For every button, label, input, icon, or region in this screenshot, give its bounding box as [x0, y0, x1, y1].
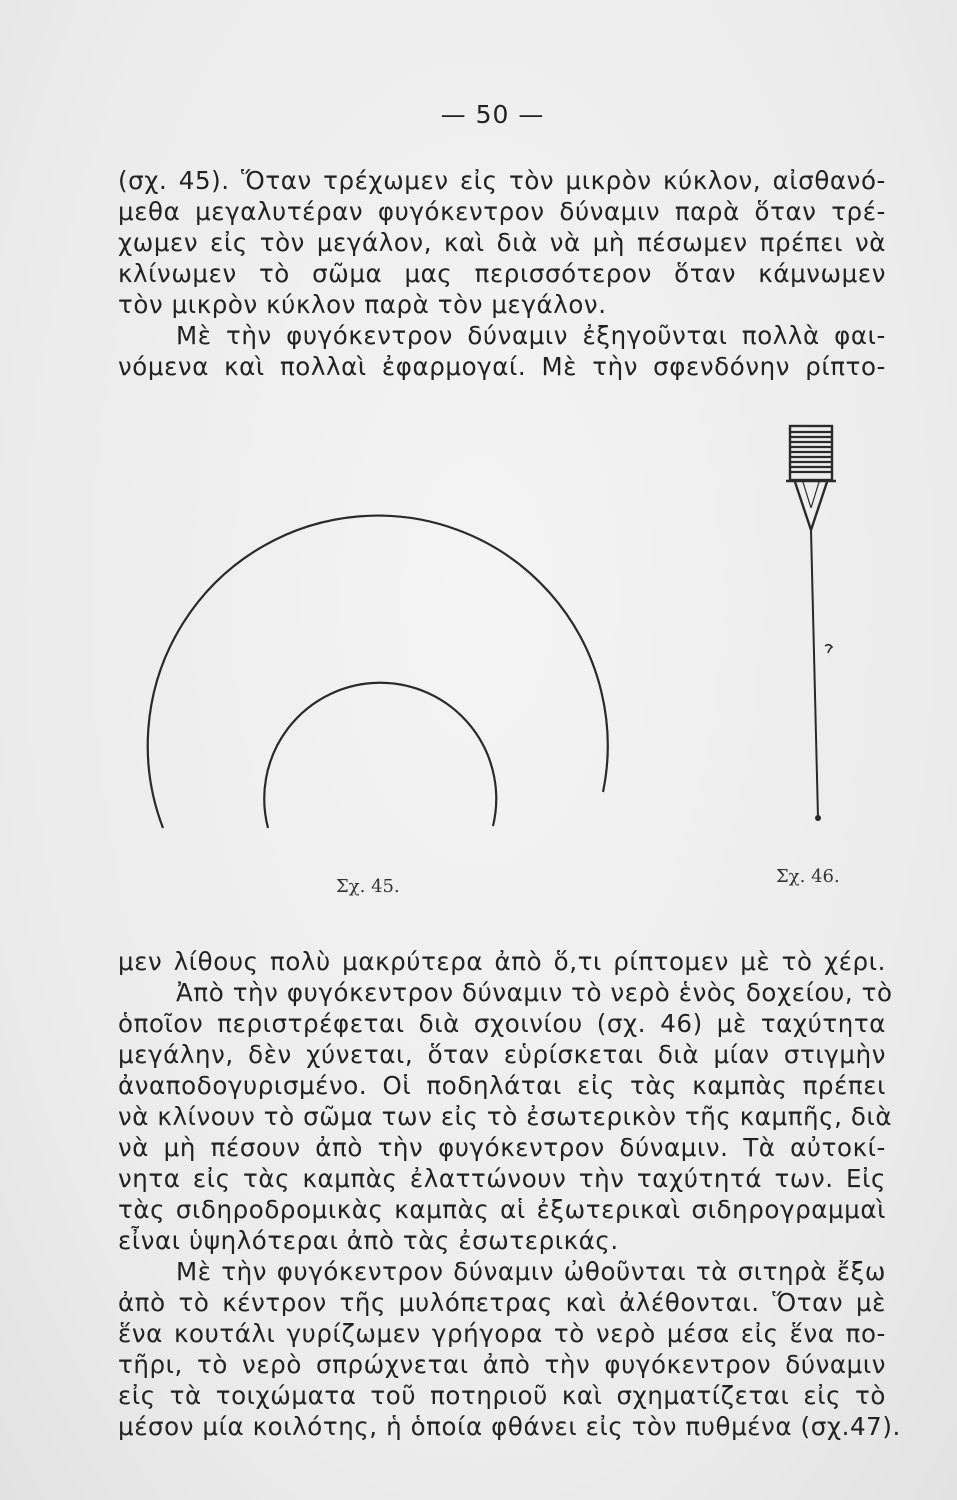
- text-line: τὰς σιδηροδρομικὰς καμπὰς αἱ ἐξωτερικαὶ σιδηρογραμμαὶ: [118, 1195, 886, 1224]
- text-line: τῆρι, τὸ νερὸ σπρώχνεται ἀπὸ τὴν φυγόκεντρον δύναμιν: [118, 1350, 886, 1379]
- text-line: ἀναποδογυρισμένο. Οἱ ποδηλάται εἰς τὰς καμπὰς πρέπει: [118, 1071, 886, 1100]
- text-line: μεν λίθους πολὺ μακρύτερα ἀπὸ ὅ,τι ρίπτομεν μὲ τὸ χέρι.: [118, 947, 886, 976]
- text-line: νητα εἰς τὰς καμπὰς ἐλαττώνουν τὴν ταχύτητά των. Εἰς: [118, 1164, 886, 1193]
- text-line: χωμεν εἰς τὸν μεγάλον, καὶ διὰ νὰ μὴ πέσωμεν πρέπει νὰ: [118, 228, 886, 257]
- paragraph-4: [118, 1256, 901, 1442]
- text-line: νὰ κλίνουν τὸ σῶμα των εἰς τὸ ἐσωτερικὸν τῆς καμπῆς, διὰ: [118, 1102, 893, 1131]
- text-line: μεθα μεγαλυτέραν φυγόκεντρον δύναμιν παρὰ ὅταν τρέ-: [118, 197, 886, 226]
- text-line: (σχ. 45). Ὅταν τρέχωμεν εἰς τὸν μικρὸν κύκλον, αἰσθανό-: [118, 166, 886, 195]
- small-circle-arc: [264, 683, 496, 828]
- text-line: Ἀπὸ τὴν φυγόκεντρον δύναμιν τὸ νερὸ ἑνὸς δοχείου, τὸ: [176, 978, 893, 1007]
- paragraph-3: [118, 946, 893, 1256]
- text-line: νὰ μὴ πέσουν ἀπὸ τὴν φυγόκεντρον δύναμιν. Τὰ αὐτοκί-: [118, 1133, 886, 1162]
- text-block-bottom: [118, 946, 901, 1442]
- text-line: εἰς τὰ τοιχώματα τοῦ ποτηριοῦ καὶ σχηματίζεται εἰς τὸ: [118, 1381, 886, 1410]
- text-line: Μὲ τὴν φυγόκεντρον δύναμιν ἐξηγοῦνται πολλὰ φαι-: [176, 321, 886, 350]
- text-line: Μὲ τὴν φυγόκεντρον δύναμιν ὠθοῦνται τὰ σιτηρὰ ἔξω: [176, 1257, 886, 1286]
- text-line: κλίνωμεν τὸ σῶμα μας περισσότερον ὅταν κάμνωμεν: [118, 259, 886, 288]
- text-line: τὸν μικρὸν κύκλον παρὰ τὸν μεγάλον.: [118, 290, 607, 319]
- text-line: ἕνα κουτάλι γυρίζωμεν γρήγορα τὸ νερὸ μέσα εἰς ἕνα πο-: [118, 1319, 886, 1348]
- text-line: μέσον μία κοιλότης, ἡ ὁποία φθάνει εἰς τὸν πυθμένα (σχ.47).: [118, 1412, 901, 1441]
- text-line: εἶναι ὑψηλότεραι ἀπὸ τὰς ἐσωτερικάς.: [118, 1226, 619, 1255]
- figure-45-concentric-circles: [148, 516, 608, 828]
- text-line: μεγάλην, δὲν χύνεται, ὅταν εὑρίσκεται διὰ μίαν στιγμὴν: [118, 1040, 886, 1069]
- page-number: — 50 —: [440, 100, 545, 129]
- large-circle-arc: [148, 516, 608, 828]
- text-line: ἀπὸ τὸ κέντρον τῆς μυλόπετρας καὶ ἀλέθονται. Ὅταν μὲ: [118, 1288, 886, 1317]
- figure-45-caption: Σχ. 45.: [336, 876, 400, 897]
- figure-46-caption: Σχ. 46.: [776, 866, 840, 887]
- figure-46-bucket-on-string: [786, 426, 836, 821]
- text-line: ὁποῖον περιστρέφεται διὰ σχοινίου (σχ. 46) μὲ ταχύτητα: [118, 1009, 886, 1038]
- text-line: νόμενα καὶ πολλαὶ ἐφαρμογαί. Μὲ τὴν σφενδόνην ρίπτο-: [118, 352, 886, 381]
